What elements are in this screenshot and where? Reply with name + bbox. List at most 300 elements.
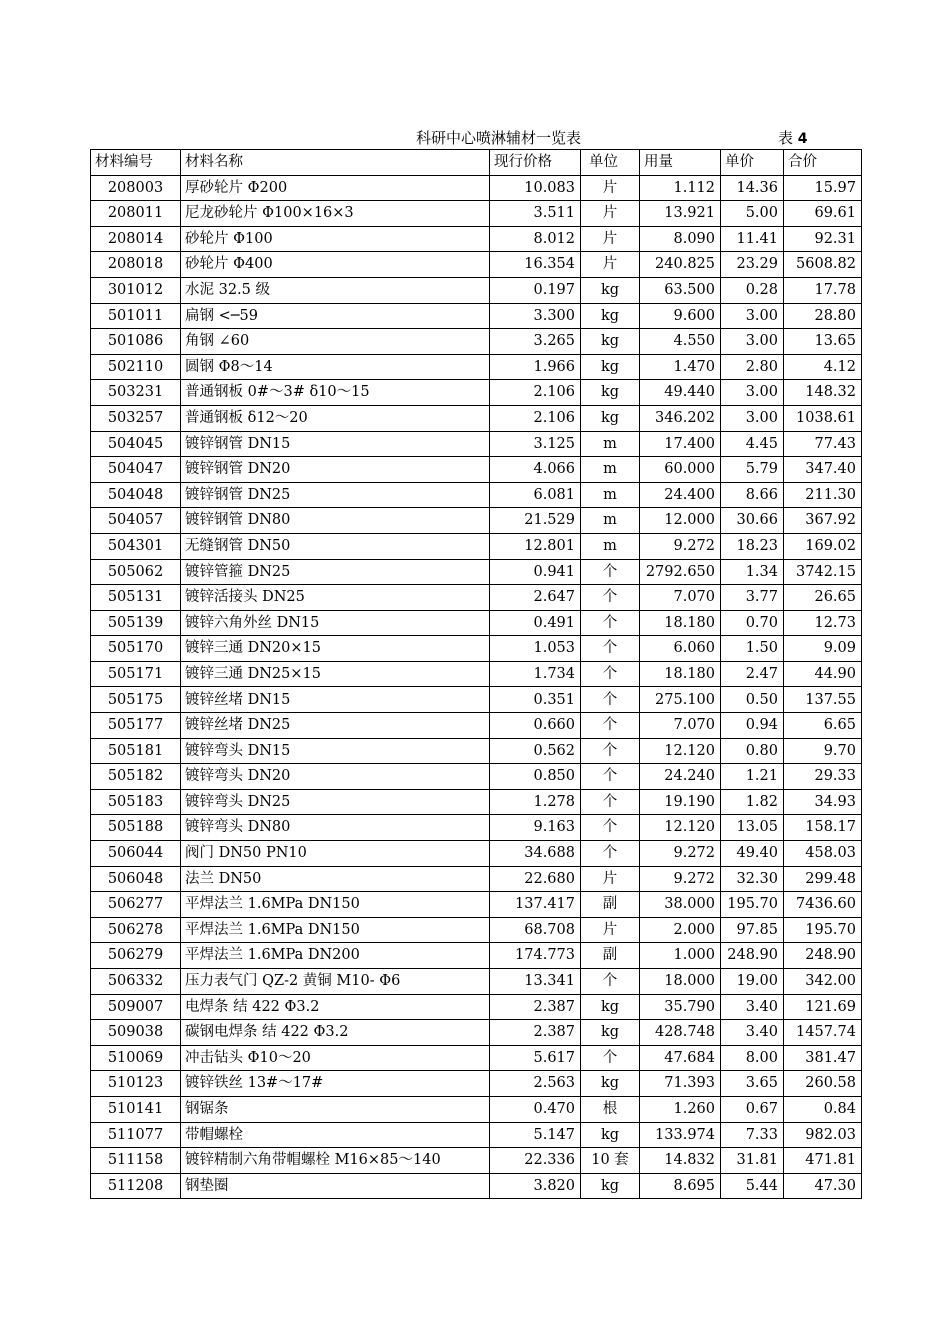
cell-unit-price: 1.34 (721, 559, 784, 585)
cell-unit: m (581, 508, 640, 534)
cell-unit: kg (581, 1173, 640, 1199)
cell-current-price: 2.563 (490, 1071, 581, 1097)
cell-code: 510069 (91, 1045, 181, 1071)
cell-quantity: 12.120 (640, 815, 721, 841)
table-title: 科研中心喷淋辅材一览表 (416, 129, 582, 147)
cell-code: 506279 (91, 943, 181, 969)
cell-total: 471.81 (784, 1148, 862, 1174)
table-row (91, 1122, 862, 1148)
cell-quantity: 346.202 (640, 405, 721, 431)
cell-total: 195.70 (784, 917, 862, 943)
cell-code: 504048 (91, 482, 181, 508)
cell-unit: kg (581, 354, 640, 380)
cell-unit: 个 (581, 815, 640, 841)
cell-current-price: 1.734 (490, 661, 581, 687)
cell-name: 无缝钢管 DN50 (181, 533, 490, 559)
cell-code: 506044 (91, 841, 181, 867)
cell-unit: 个 (581, 610, 640, 636)
cell-name: 水泥 32.5 级 (181, 277, 490, 303)
table-row (91, 892, 862, 918)
cell-total: 211.30 (784, 482, 862, 508)
cell-code: 506332 (91, 969, 181, 995)
cell-unit: kg (581, 329, 640, 355)
cell-name: 镀锌弯头 DN15 (181, 738, 490, 764)
cell-current-price: 2.387 (490, 1020, 581, 1046)
cell-unit-price: 32.30 (721, 866, 784, 892)
table-row (91, 380, 862, 406)
cell-total: 137.55 (784, 687, 862, 713)
cell-total: 1457.74 (784, 1020, 862, 1046)
cell-code: 504057 (91, 508, 181, 534)
table-row (91, 431, 862, 457)
table-row (91, 277, 862, 303)
cell-unit-price: 97.85 (721, 917, 784, 943)
column-header-unit: 单位 (581, 150, 640, 176)
table-row (91, 661, 862, 687)
cell-code: 505182 (91, 764, 181, 790)
cell-current-price: 22.680 (490, 866, 581, 892)
cell-name: 钢锯条 (181, 1096, 490, 1122)
cell-unit: m (581, 482, 640, 508)
cell-quantity: 1.260 (640, 1096, 721, 1122)
table-row (91, 457, 862, 483)
cell-unit: 片 (581, 866, 640, 892)
cell-name: 尼龙砂轮片 Φ100×16×3 (181, 201, 490, 227)
table-row (91, 482, 862, 508)
cell-quantity: 12.000 (640, 508, 721, 534)
cell-name: 厚砂轮片 Φ200 (181, 175, 490, 201)
cell-unit-price: 30.66 (721, 508, 784, 534)
cell-name: 普通钢板 0#～3# δ10～15 (181, 380, 490, 406)
cell-total: 69.61 (784, 201, 862, 227)
cell-unit: 片 (581, 201, 640, 227)
cell-quantity: 4.550 (640, 329, 721, 355)
cell-quantity: 71.393 (640, 1071, 721, 1097)
cell-current-price: 21.529 (490, 508, 581, 534)
cell-total: 381.47 (784, 1045, 862, 1071)
table-row (91, 841, 862, 867)
cell-quantity: 9.272 (640, 841, 721, 867)
cell-current-price: 1.053 (490, 636, 581, 662)
cell-unit-price: 11.41 (721, 226, 784, 252)
cell-name: 圆钢 Φ8～14 (181, 354, 490, 380)
cell-code: 505183 (91, 789, 181, 815)
cell-unit-price: 3.77 (721, 585, 784, 611)
cell-current-price: 0.562 (490, 738, 581, 764)
cell-unit: 个 (581, 789, 640, 815)
cell-current-price: 3.820 (490, 1173, 581, 1199)
cell-quantity: 17.400 (640, 431, 721, 457)
cell-quantity: 35.790 (640, 994, 721, 1020)
cell-code: 505139 (91, 610, 181, 636)
cell-quantity: 24.240 (640, 764, 721, 790)
cell-name: 镀锌活接头 DN25 (181, 585, 490, 611)
cell-quantity: 8.695 (640, 1173, 721, 1199)
cell-name: 砂轮片 Φ100 (181, 226, 490, 252)
table-row (91, 1173, 862, 1199)
cell-unit-price: 2.47 (721, 661, 784, 687)
cell-code: 503231 (91, 380, 181, 406)
cell-name: 镀锌弯头 DN25 (181, 789, 490, 815)
cell-name: 带帽螺栓 (181, 1122, 490, 1148)
cell-name: 镀锌钢管 DN15 (181, 431, 490, 457)
cell-code: 208018 (91, 252, 181, 278)
table-body (91, 175, 862, 1199)
cell-total: 47.30 (784, 1173, 862, 1199)
cell-current-price: 10.083 (490, 175, 581, 201)
cell-current-price: 0.491 (490, 610, 581, 636)
cell-total: 29.33 (784, 764, 862, 790)
cell-quantity: 9.272 (640, 866, 721, 892)
cell-unit: 副 (581, 892, 640, 918)
cell-unit: 10 套 (581, 1148, 640, 1174)
cell-current-price: 1.278 (490, 789, 581, 815)
cell-unit-price: 1.21 (721, 764, 784, 790)
cell-unit-price: 3.65 (721, 1071, 784, 1097)
cell-current-price: 2.106 (490, 380, 581, 406)
table-row (91, 636, 862, 662)
cell-current-price: 3.125 (490, 431, 581, 457)
cell-unit-price: 5.44 (721, 1173, 784, 1199)
cell-current-price: 0.470 (490, 1096, 581, 1122)
cell-current-price: 6.081 (490, 482, 581, 508)
cell-quantity: 275.100 (640, 687, 721, 713)
column-header-current-price: 现行价格 (490, 150, 581, 176)
cell-code: 506048 (91, 866, 181, 892)
cell-total: 169.02 (784, 533, 862, 559)
table-row (91, 1071, 862, 1097)
cell-name: 镀锌三通 DN25×15 (181, 661, 490, 687)
cell-name: 镀锌三通 DN20×15 (181, 636, 490, 662)
table-row (91, 687, 862, 713)
cell-current-price: 2.387 (490, 994, 581, 1020)
cell-unit-price: 0.28 (721, 277, 784, 303)
cell-current-price: 5.617 (490, 1045, 581, 1071)
table-row (91, 226, 862, 252)
cell-code: 504045 (91, 431, 181, 457)
cell-current-price: 9.163 (490, 815, 581, 841)
cell-code: 208011 (91, 201, 181, 227)
cell-current-price: 0.351 (490, 687, 581, 713)
cell-code: 501011 (91, 303, 181, 329)
cell-unit-price: 3.40 (721, 994, 784, 1020)
cell-current-price: 3.511 (490, 201, 581, 227)
cell-unit-price: 8.00 (721, 1045, 784, 1071)
cell-code: 504301 (91, 533, 181, 559)
cell-unit-price: 4.45 (721, 431, 784, 457)
cell-quantity: 12.120 (640, 738, 721, 764)
cell-unit-price: 2.80 (721, 354, 784, 380)
cell-unit-price: 49.40 (721, 841, 784, 867)
cell-quantity: 49.440 (640, 380, 721, 406)
cell-current-price: 68.708 (490, 917, 581, 943)
cell-code: 502110 (91, 354, 181, 380)
cell-unit-price: 5.00 (721, 201, 784, 227)
cell-code: 501086 (91, 329, 181, 355)
cell-current-price: 1.966 (490, 354, 581, 380)
cell-code: 506277 (91, 892, 181, 918)
cell-quantity: 24.400 (640, 482, 721, 508)
cell-total: 34.93 (784, 789, 862, 815)
cell-unit-price: 3.00 (721, 405, 784, 431)
cell-code: 301012 (91, 277, 181, 303)
cell-unit: 个 (581, 636, 640, 662)
cell-unit-price: 3.00 (721, 303, 784, 329)
cell-current-price: 16.354 (490, 252, 581, 278)
cell-code: 509007 (91, 994, 181, 1020)
cell-name: 镀锌弯头 DN20 (181, 764, 490, 790)
cell-unit: 个 (581, 559, 640, 585)
column-header-code: 材料编号 (91, 150, 181, 176)
cell-name: 阀门 DN50 PN10 (181, 841, 490, 867)
cell-current-price: 0.197 (490, 277, 581, 303)
cell-quantity: 38.000 (640, 892, 721, 918)
cell-quantity: 18.000 (640, 969, 721, 995)
cell-unit: kg (581, 1122, 640, 1148)
table-row (91, 508, 862, 534)
cell-quantity: 8.090 (640, 226, 721, 252)
cell-name: 镀锌钢管 DN80 (181, 508, 490, 534)
cell-total: 158.17 (784, 815, 862, 841)
cell-current-price: 4.066 (490, 457, 581, 483)
cell-name: 砂轮片 Φ400 (181, 252, 490, 278)
column-header-unit-price: 单价 (721, 150, 784, 176)
table-row (91, 252, 862, 278)
cell-total: 0.84 (784, 1096, 862, 1122)
table-number: 4 (797, 131, 808, 147)
cell-unit-price: 8.66 (721, 482, 784, 508)
cell-total: 3742.15 (784, 559, 862, 585)
cell-current-price: 3.300 (490, 303, 581, 329)
cell-unit-price: 14.36 (721, 175, 784, 201)
cell-total: 347.40 (784, 457, 862, 483)
cell-name: 镀锌弯头 DN80 (181, 815, 490, 841)
cell-code: 505170 (91, 636, 181, 662)
cell-code: 505175 (91, 687, 181, 713)
cell-unit-price: 19.00 (721, 969, 784, 995)
table-label-text: 表 (778, 129, 794, 147)
table-row (91, 303, 862, 329)
cell-current-price: 34.688 (490, 841, 581, 867)
cell-name: 普通钢板 δ12～20 (181, 405, 490, 431)
cell-unit-price: 7.33 (721, 1122, 784, 1148)
cell-total: 12.73 (784, 610, 862, 636)
cell-unit-price: 13.05 (721, 815, 784, 841)
cell-quantity: 60.000 (640, 457, 721, 483)
cell-code: 505177 (91, 713, 181, 739)
cell-total: 92.31 (784, 226, 862, 252)
cell-name: 角钢 ∠60 (181, 329, 490, 355)
table-row (91, 713, 862, 739)
cell-current-price: 0.660 (490, 713, 581, 739)
table-row (91, 917, 862, 943)
cell-unit: m (581, 431, 640, 457)
cell-quantity: 133.974 (640, 1122, 721, 1148)
cell-unit: 个 (581, 969, 640, 995)
cell-name: 镀锌管箍 DN25 (181, 559, 490, 585)
cell-current-price: 2.106 (490, 405, 581, 431)
cell-code: 504047 (91, 457, 181, 483)
table-row (91, 329, 862, 355)
cell-quantity: 7.070 (640, 713, 721, 739)
cell-name: 平焊法兰 1.6MPa DN150 (181, 892, 490, 918)
cell-code: 505171 (91, 661, 181, 687)
cell-total: 9.70 (784, 738, 862, 764)
cell-total: 17.78 (784, 277, 862, 303)
cell-code: 506278 (91, 917, 181, 943)
cell-current-price: 3.265 (490, 329, 581, 355)
cell-total: 458.03 (784, 841, 862, 867)
cell-quantity: 2792.650 (640, 559, 721, 585)
cell-current-price: 0.941 (490, 559, 581, 585)
cell-quantity: 6.060 (640, 636, 721, 662)
table-row (91, 405, 862, 431)
cell-unit-price: 3.40 (721, 1020, 784, 1046)
cell-unit: 片 (581, 226, 640, 252)
cell-unit-price: 0.50 (721, 687, 784, 713)
cell-name: 平焊法兰 1.6MPa DN150 (181, 917, 490, 943)
cell-unit-price: 3.00 (721, 329, 784, 355)
cell-name: 冲击钻头 Φ10～20 (181, 1045, 490, 1071)
cell-total: 28.80 (784, 303, 862, 329)
cell-unit: 个 (581, 713, 640, 739)
cell-unit: 片 (581, 252, 640, 278)
cell-name: 镀锌精制六角带帽螺栓 M16×85～140 (181, 1148, 490, 1174)
cell-total: 15.97 (784, 175, 862, 201)
table-row (91, 764, 862, 790)
cell-code: 511077 (91, 1122, 181, 1148)
cell-total: 7436.60 (784, 892, 862, 918)
cell-total: 5608.82 (784, 252, 862, 278)
cell-quantity: 9.272 (640, 533, 721, 559)
cell-total: 4.12 (784, 354, 862, 380)
cell-code: 208003 (91, 175, 181, 201)
column-header-name: 材料名称 (181, 150, 490, 176)
cell-unit: 个 (581, 764, 640, 790)
header-row (91, 150, 862, 176)
cell-total: 26.65 (784, 585, 862, 611)
cell-code: 510123 (91, 1071, 181, 1097)
cell-total: 248.90 (784, 943, 862, 969)
cell-name: 镀锌丝堵 DN15 (181, 687, 490, 713)
table-row (91, 354, 862, 380)
cell-unit: m (581, 533, 640, 559)
table-row (91, 610, 862, 636)
cell-quantity: 18.180 (640, 610, 721, 636)
cell-quantity: 14.832 (640, 1148, 721, 1174)
cell-unit: 个 (581, 1045, 640, 1071)
table-row (91, 789, 862, 815)
table-row (91, 585, 862, 611)
cell-unit-price: 23.29 (721, 252, 784, 278)
cell-unit-price: 5.79 (721, 457, 784, 483)
cell-unit: kg (581, 405, 640, 431)
cell-code: 505131 (91, 585, 181, 611)
cell-name: 镀锌丝堵 DN25 (181, 713, 490, 739)
cell-total: 6.65 (784, 713, 862, 739)
cell-current-price: 174.773 (490, 943, 581, 969)
table-row (91, 738, 862, 764)
cell-current-price: 8.012 (490, 226, 581, 252)
cell-quantity: 428.748 (640, 1020, 721, 1046)
cell-unit-price: 31.81 (721, 1148, 784, 1174)
table-row (91, 559, 862, 585)
cell-current-price: 2.647 (490, 585, 581, 611)
cell-unit: kg (581, 303, 640, 329)
cell-unit: kg (581, 277, 640, 303)
cell-total: 77.43 (784, 431, 862, 457)
table-row (91, 815, 862, 841)
cell-quantity: 63.500 (640, 277, 721, 303)
cell-total: 121.69 (784, 994, 862, 1020)
cell-unit-price: 0.80 (721, 738, 784, 764)
cell-name: 镀锌六角外丝 DN15 (181, 610, 490, 636)
cell-total: 342.00 (784, 969, 862, 995)
cell-current-price: 137.417 (490, 892, 581, 918)
cell-unit: 根 (581, 1096, 640, 1122)
cell-total: 9.09 (784, 636, 862, 662)
table-row (91, 943, 862, 969)
cell-unit-price: 0.94 (721, 713, 784, 739)
cell-current-price: 5.147 (490, 1122, 581, 1148)
table-row (91, 533, 862, 559)
cell-quantity: 13.921 (640, 201, 721, 227)
cell-name: 钢垫圈 (181, 1173, 490, 1199)
cell-total: 299.48 (784, 866, 862, 892)
cell-quantity: 19.190 (640, 789, 721, 815)
cell-code: 511208 (91, 1173, 181, 1199)
cell-quantity: 9.600 (640, 303, 721, 329)
cell-current-price: 0.850 (490, 764, 581, 790)
cell-quantity: 1.112 (640, 175, 721, 201)
cell-current-price: 22.336 (490, 1148, 581, 1174)
cell-name: 镀锌铁丝 13#～17# (181, 1071, 490, 1097)
cell-name: 镀锌钢管 DN25 (181, 482, 490, 508)
cell-unit: 片 (581, 175, 640, 201)
cell-code: 208014 (91, 226, 181, 252)
table-number-label (778, 127, 808, 148)
cell-quantity: 1.000 (640, 943, 721, 969)
cell-unit: kg (581, 1071, 640, 1097)
column-header-total: 合价 (784, 150, 862, 176)
cell-unit-price: 248.90 (721, 943, 784, 969)
cell-quantity: 1.470 (640, 354, 721, 380)
cell-total: 13.65 (784, 329, 862, 355)
cell-total: 1038.61 (784, 405, 862, 431)
table-row (91, 1020, 862, 1046)
cell-unit: 个 (581, 585, 640, 611)
cell-unit: kg (581, 380, 640, 406)
cell-unit-price: 1.82 (721, 789, 784, 815)
cell-name: 电焊条 结 422 Φ3.2 (181, 994, 490, 1020)
cell-unit: 个 (581, 841, 640, 867)
cell-code: 505181 (91, 738, 181, 764)
cell-quantity: 18.180 (640, 661, 721, 687)
table-row (91, 1148, 862, 1174)
cell-code: 503257 (91, 405, 181, 431)
cell-total: 148.32 (784, 380, 862, 406)
cell-current-price: 12.801 (490, 533, 581, 559)
cell-quantity: 2.000 (640, 917, 721, 943)
table-row (91, 201, 862, 227)
cell-code: 509038 (91, 1020, 181, 1046)
cell-code: 505188 (91, 815, 181, 841)
table-row (91, 175, 862, 201)
cell-unit: 个 (581, 687, 640, 713)
cell-total: 44.90 (784, 661, 862, 687)
cell-unit-price: 0.70 (721, 610, 784, 636)
cell-name: 平焊法兰 1.6MPa DN200 (181, 943, 490, 969)
